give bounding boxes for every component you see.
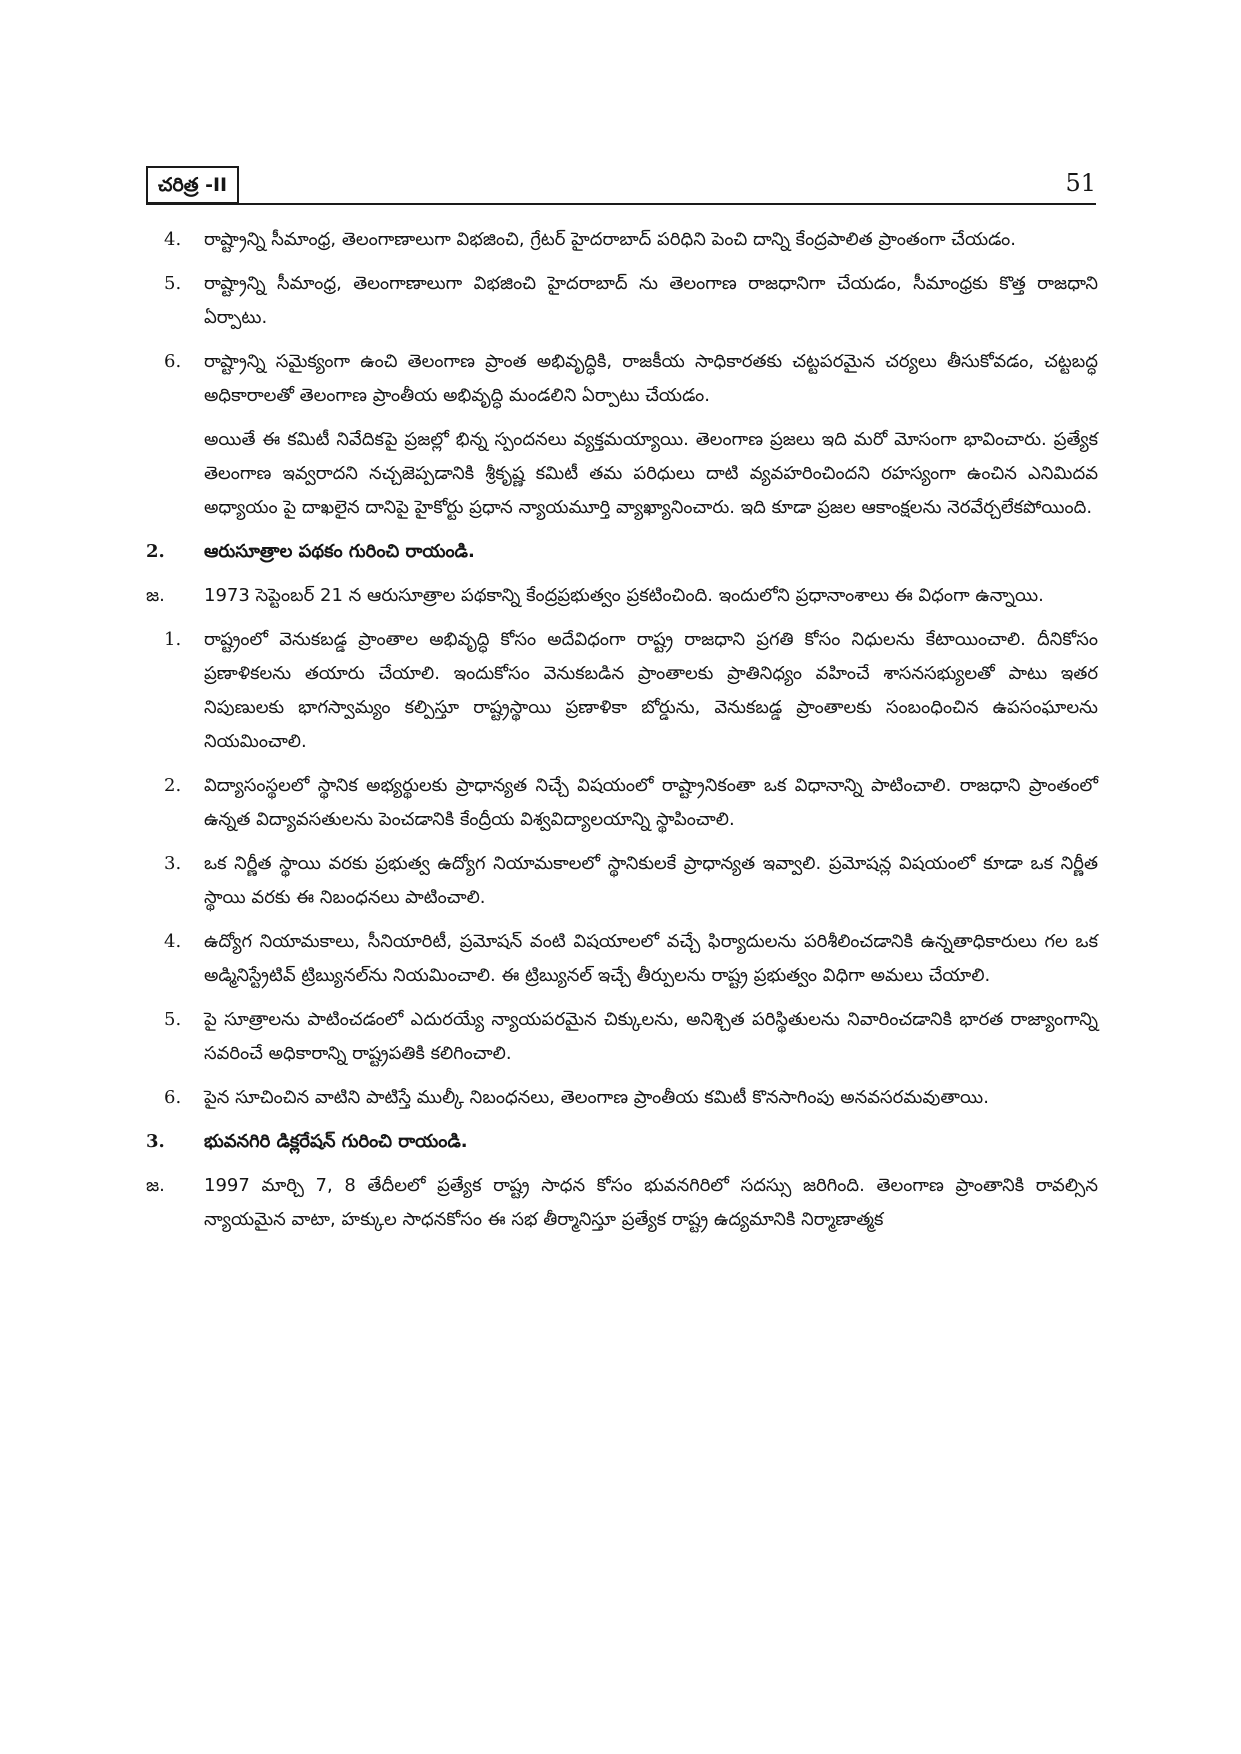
item-text: పైన సూచించిన వాటిని పాటిస్తే ముల్కీ నిబంధనలు, తెలంగాణ ప్రాంతీయ కమిటీ కొనసాగింపు అనవసరమవుతాయి. xyxy=(204,1087,989,1108)
item-text: ఒక నిర్ణీత స్థాయి వరకు ప్రభుత్వ ఉద్యోగ నియామకాలలో స్థానికులకే ప్రాధాన్యత ఇవ్వాలి. ప్రమోషన్ల విషయంలో కూడా ఒక నిర్ణీత స్థాయి వరకు ఈ నిబంధనలు పాటించాలి. xyxy=(204,853,1098,908)
item-text: పై సూత్రాలను పాటించడంలో ఎదురయ్యే న్యాయపరమైన చిక్కులను, అనిశ్చిత పరిస్థితులను నివారించడానికి భారత రాజ్యాంగాన్ని సవరించే అధికారాన్ని రాష్ట్రపతికి కలిగించాలి. xyxy=(204,1009,1098,1064)
item-number: 6. xyxy=(164,1087,182,1108)
question-heading xyxy=(146,535,1098,569)
answer-paragraph xyxy=(146,579,1098,613)
answer-text: 1997 మార్చి 7, 8 తేదీలలో ప్రత్యేక రాష్ట్ర సాధన కోసం భువనగిరిలో సదస్సు జరిగింది. తెలంగాణ ప్రాంతానికి రావల్సిన న్యాయమైన వాటా, హక్కుల సాధనకోసం ఈ సభ తీర్మానిస్తూ ప్రత్యేక రాష్ట్ర ఉద్యమానికి నిర్మాణాత్మక xyxy=(204,1175,1098,1230)
item-number: 4. xyxy=(164,931,182,952)
header-rule xyxy=(146,203,1096,205)
item-text: రాష్ట్రాన్ని సమైక్యంగా ఉంచి తెలంగాణ ప్రాంత అభివృద్ధికి, రాజకీయ సాధికారతకు చట్టపరమైన చర్యలు తీసుకోవడం, చట్టబద్ధ అధికారాలతో తెలంగాణ ప్రాంతీయ అభివృద్ధి మండలిని ఏర్పాటు చేయడం. xyxy=(204,351,1098,406)
page-number: 51 xyxy=(1065,169,1096,197)
item-number: 1. xyxy=(164,629,182,650)
list-item xyxy=(146,1081,1098,1115)
section-label: చరిత్ర -II xyxy=(146,166,239,204)
item-text: విద్యాసంస్థలలో స్థానిక అభ్యర్థులకు ప్రాధాన్యత నిచ్చే విషయంలో రాష్ట్రానికంతా ఒక విధానాన్ని పాటించాలి. రాజధాని ప్రాంతంలో ఉన్నత విద్యావసతులను పెంచడానికి కేంద్రీయ విశ్వవిద్యాలయాన్ని స్థాపించాలి. xyxy=(204,775,1098,830)
item-number: 6. xyxy=(164,351,182,372)
question-number: 3. xyxy=(146,1131,165,1152)
item-text: ఉద్యోగ నియామకాలు, సీనియారిటీ, ప్రమోషన్ వంటి విషయాలలో వచ్చే ఫిర్యాదులను పరిశీలించడానికి ఉన్నతాధికారులు గల ఒక అడ్మినిస్ట్రేటివ్ ట్రిబ్యునల్‌ను నియమించాలి. ఈ ట్రిబ్యునల్ ఇచ్చే తీర్పులను రాష్ట్ర ప్రభుత్వం విధిగా అమలు చేయాలి. xyxy=(204,931,1098,986)
list-item xyxy=(146,223,1098,257)
list-item xyxy=(146,345,1098,413)
item-number: 5. xyxy=(164,1009,182,1030)
item-number: 2. xyxy=(164,775,182,796)
item-text: రాష్ట్రాన్ని సీమాంధ్ర, తెలంగాణాలుగా విభజించి హైదరాబాద్ ను తెలంగాణ రాజధానిగా చేయడం, సీమాంధ్రకు కొత్త రాజధాని ఏర్పాటు. xyxy=(204,273,1098,328)
list-item xyxy=(146,769,1098,837)
question-title: ఆరుసూత్రాల పథకం గురించి రాయండి. xyxy=(204,541,475,562)
page-header xyxy=(146,166,1096,204)
item-number: 5. xyxy=(164,273,182,294)
item-text: రాష్ట్రంలో వెనుకబడ్డ ప్రాంతాల అభివృద్ధి కోసం అదేవిధంగా రాష్ట్ర రాజధాని ప్రగతి కోసం నిధులను కేటాయించాలి. దీనికోసం ప్రణాళికలను తయారు చేయాలి. ఇందుకోసం వెనుకబడిన ప్రాంతాలకు ప్రాతినిధ్యం వహించే శాసనసభ్యులతో పాటు ఇతర నిపుణులకు భాగస్వామ్యం కల్పిస్తూ రాష్ట్రస్థాయి ప్రణాళికా బోర్డును, వెనుకబడ్డ ప్రాంతాలకు సంబంధించిన ఉపసంఘాలను నియమించాలి. xyxy=(204,629,1098,752)
page-content xyxy=(146,223,1098,1247)
list-item xyxy=(146,623,1098,759)
body-paragraph: అయితే ఈ కమిటీ నివేదికపై ప్రజల్లో భిన్న స్పందనలు వ్యక్తమయ్యాయి. తెలంగాణ ప్రజలు ఇది మరో మోసంగా భావించారు. ప్రత్యేక తెలంగాణ ఇవ్వరాదని నచ్చజెప్పడానికి శ్రీకృష్ణ కమిటీ తమ పరిధులు దాటి వ్యవహరించిందని రహస్యంగా ఉంచిన ఎనిమిదవ అధ్యాయం పై దాఖలైన దానిపై హైకోర్టు ప్రధాన న్యాయమూర్తి వ్యాఖ్యానించారు. ఇది కూడా ప్రజల ఆకాంక్షలను నెరవేర్చలేకపోయింది. xyxy=(204,429,1098,518)
list-item xyxy=(146,847,1098,915)
answer-text: 1973 సెప్టెంబర్ 21 న ఆరుసూత్రాల పథకాన్ని కేంద్రప్రభుత్వం ప్రకటించింది. ఇందులోని ప్రధానాంశాలు ఈ విధంగా ఉన్నాయి. xyxy=(204,585,1044,606)
answer-label: జ. xyxy=(146,1175,165,1196)
question-title: భువనగిరి డిక్లరేషన్ గురించి రాయండి. xyxy=(204,1131,468,1152)
item-text: రాష్ట్రాన్ని సీమాంధ్ర, తెలంగాణాలుగా విభజించి, గ్రేటర్ హైదరాబాద్ పరిధిని పెంచి దాన్ని కేంద్రపాలిత ప్రాంతంగా చేయడం. xyxy=(204,229,1017,250)
answer-paragraph xyxy=(146,1169,1098,1237)
question-heading xyxy=(146,1125,1098,1159)
list-item xyxy=(146,925,1098,993)
item-number: 3. xyxy=(164,853,182,874)
answer-label: జ. xyxy=(146,585,165,606)
item-number: 4. xyxy=(164,229,182,250)
question-number: 2. xyxy=(146,541,165,562)
list-item xyxy=(146,267,1098,335)
list-item xyxy=(146,1003,1098,1071)
